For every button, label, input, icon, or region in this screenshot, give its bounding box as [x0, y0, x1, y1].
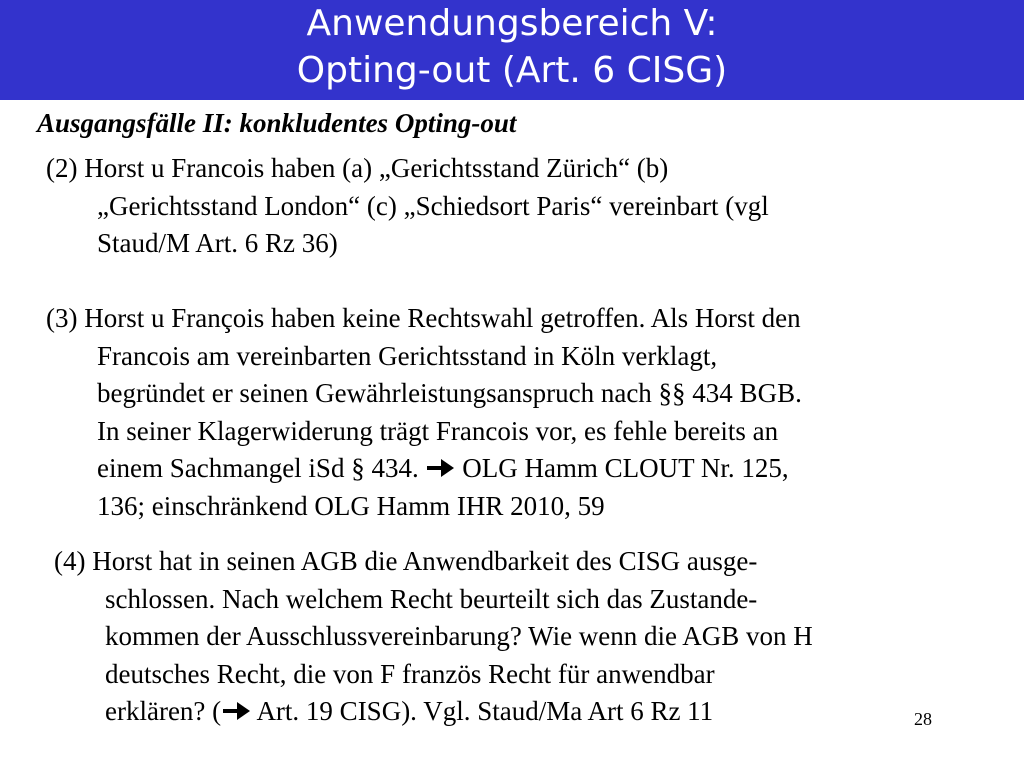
case-2-paragraph	[46, 150, 769, 263]
case-3-line-5-text-before: einem Sachmangel iSd § 434.	[97, 453, 419, 483]
case-4-line-4: deutsches Recht, die von F französ Recht für anwendbar	[105, 658, 715, 689]
case-4-line-5-text-before: erklären? (	[105, 696, 222, 726]
case-3-paragraph	[46, 300, 802, 525]
case-3-line-3: begründet er seinen Gewährleistungsanspruch nach §§ 434 BGB.	[97, 378, 802, 408]
case-4-line-2: schlossen. Nach welchem Recht beurteilt sich das Zustande-	[105, 583, 758, 614]
case-2-line-3: Staud/M Art. 6 Rz 36)	[97, 228, 338, 258]
right-arrow-icon	[425, 457, 455, 479]
case-4-line-5-text-after: Art. 19 CISG). Vgl. Staud/Ma Art 6 Rz 11	[256, 696, 714, 726]
right-arrow-icon	[221, 700, 251, 722]
case-4-line-3: kommen der Ausschlussvereinbarung? Wie wenn die AGB von H	[105, 621, 813, 651]
case-3-line-5	[46, 450, 802, 488]
page-number: 28	[914, 709, 932, 729]
case-3-line-1: (3) Horst u François haben keine Rechtswahl getroffen. Als Horst den	[46, 303, 801, 333]
case-4-line-5	[54, 693, 813, 731]
section-subtitle: Ausgangsfälle II: konkludentes Opting-out	[37, 108, 517, 138]
title-line-2: Opting-out (Art. 6 CISG)	[296, 50, 728, 91]
case-2-line-1: (2) Horst u Francois haben (a) „Gerichtsstand Zürich“ (b)	[46, 153, 669, 183]
case-4-paragraph	[54, 543, 813, 731]
title-bar	[0, 0, 1024, 100]
case-3-line-4: In seiner Klagerwiderung trägt Francois vor, es fehle bereits an	[97, 415, 779, 446]
case-4-line-1: (4) Horst hat in seinen AGB die Anwendbarkeit des CISG ausge-	[54, 546, 758, 576]
case-3-line-6: 136; einschränkend OLG Hamm IHR 2010, 59	[97, 490, 605, 521]
case-3-line-2: Francois am vereinbarten Gerichtsstand in Köln verklagt,	[97, 340, 718, 371]
case-2-line-2: „Gerichtsstand London“ (c) „Schiedsort Paris“ vereinbart (vgl	[97, 190, 769, 221]
case-3-line-5-text-after: OLG Hamm CLOUT Nr. 125,	[462, 453, 789, 483]
title-line-1: Anwendungsbereich V:	[306, 3, 718, 44]
